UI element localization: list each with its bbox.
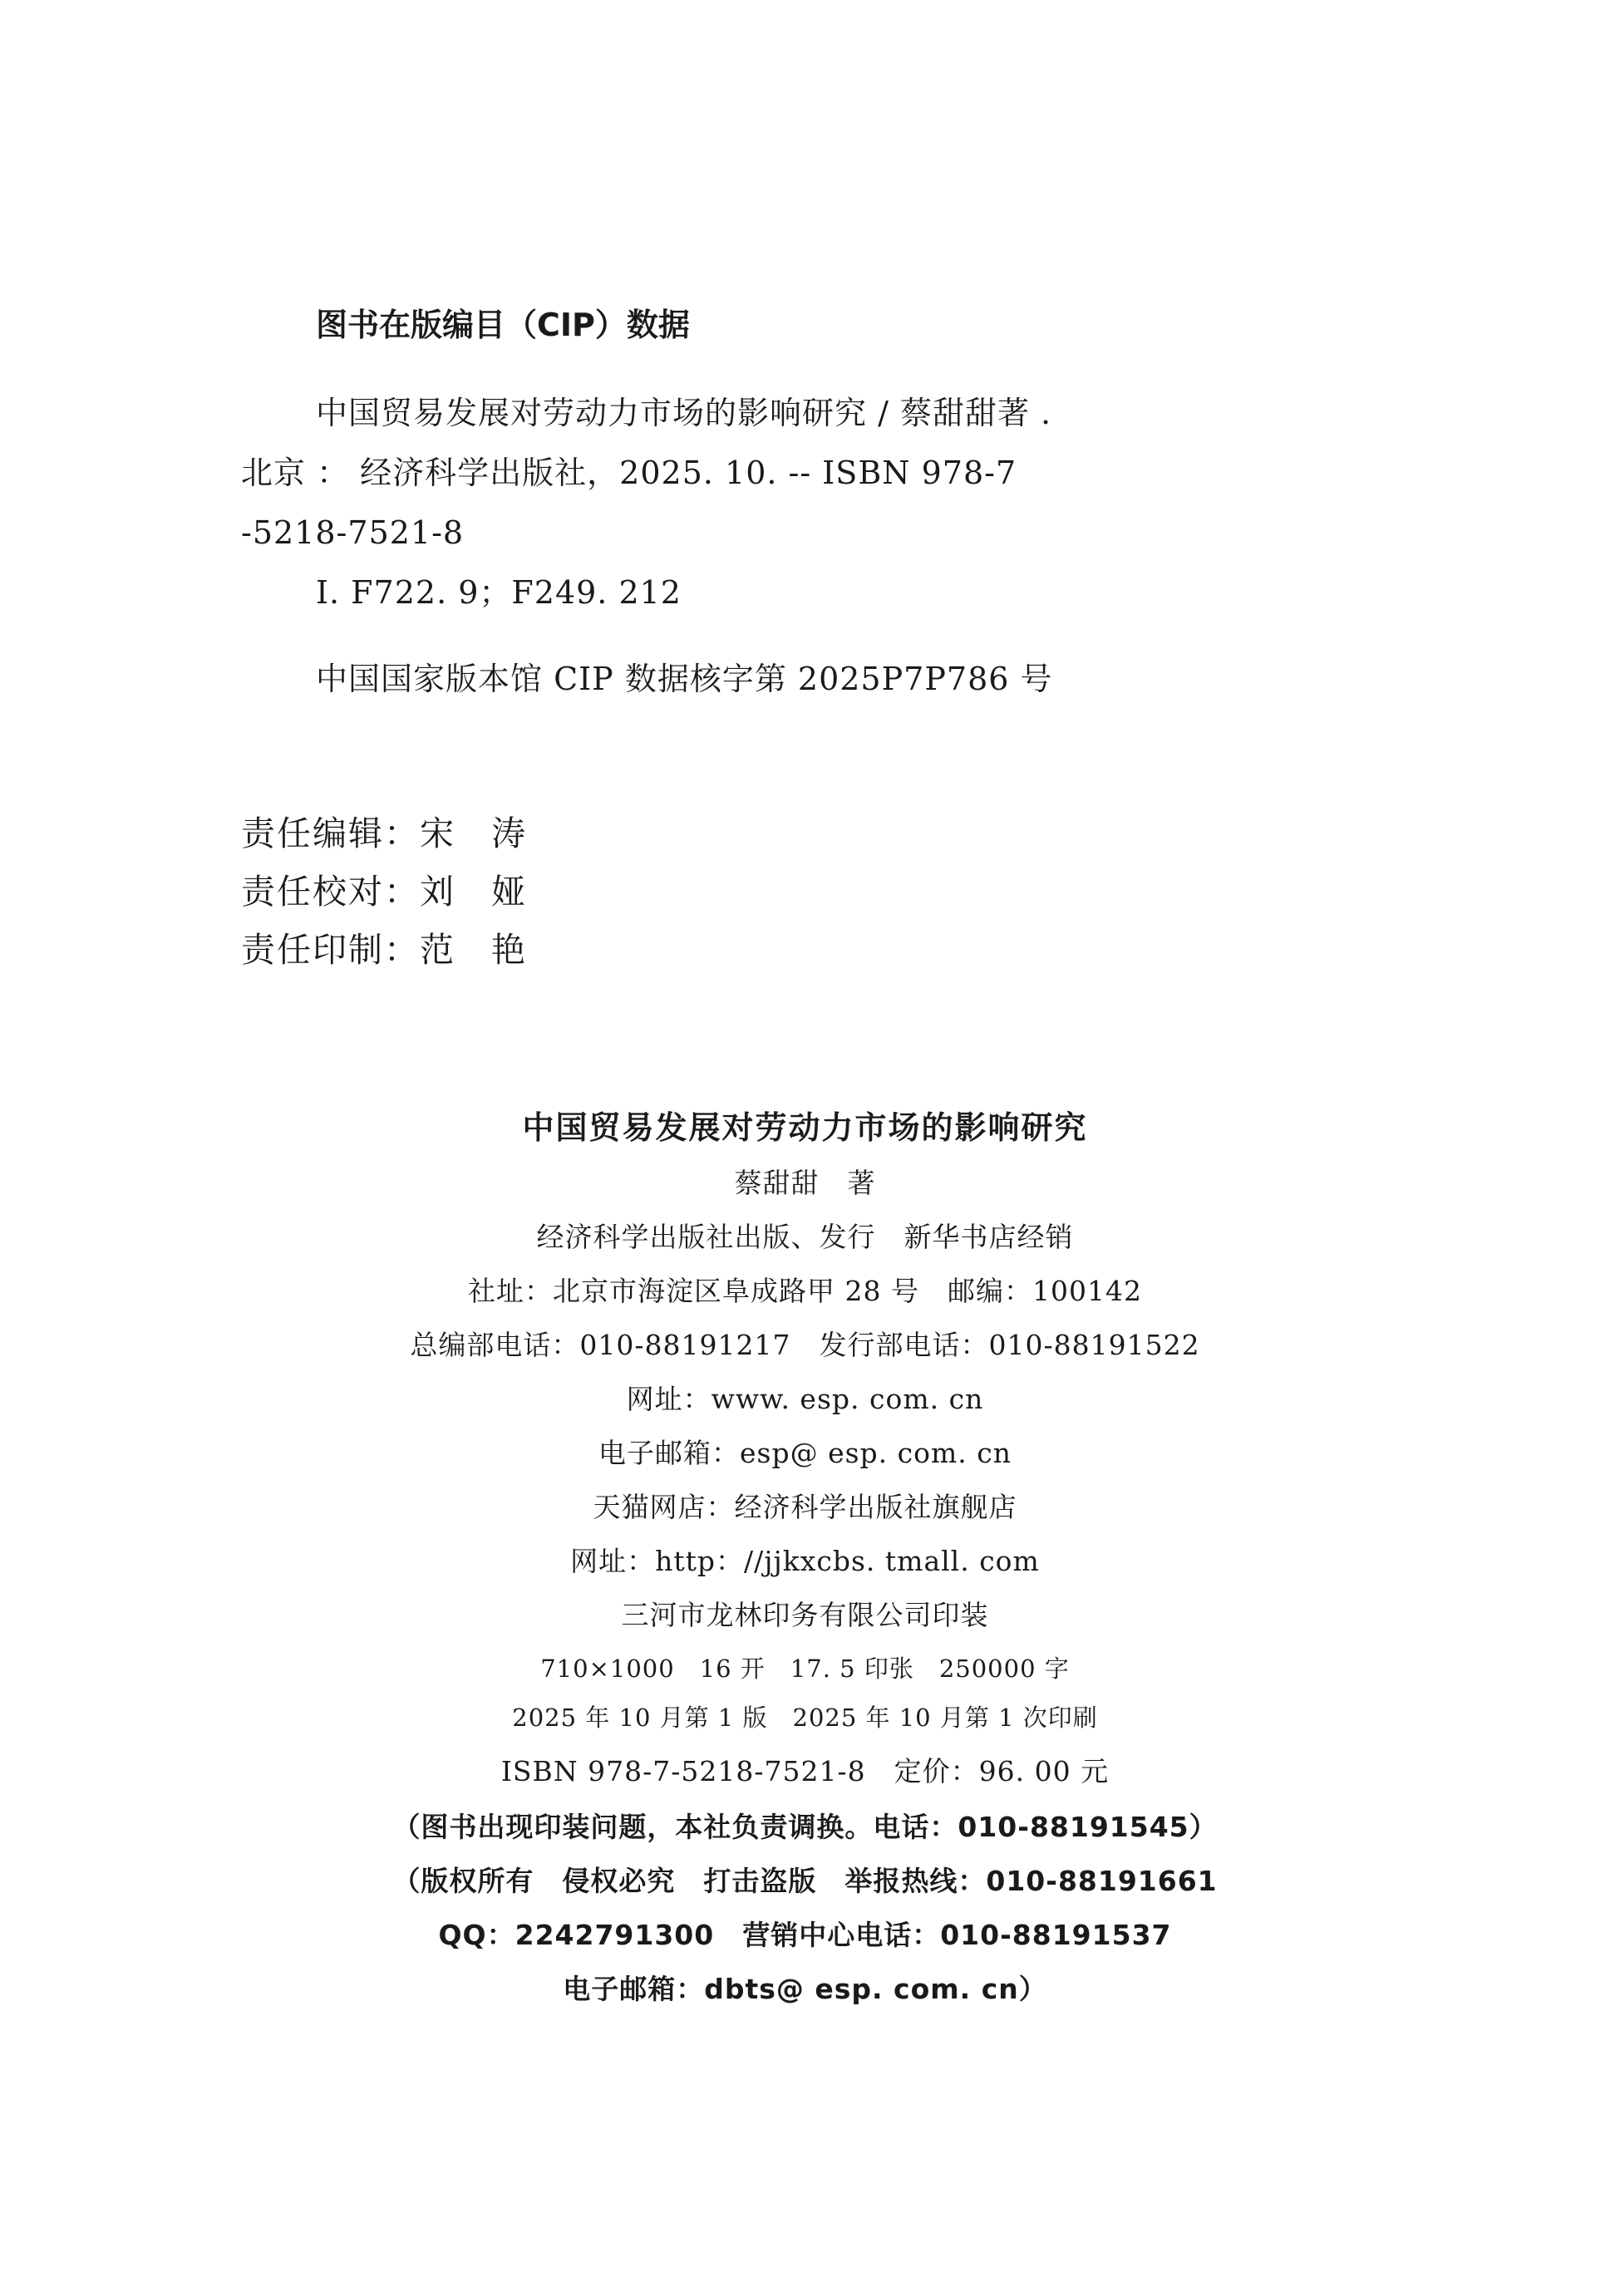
colophon-notice-1: （图书出现印装问题，本社负责调换。电话：010-88191545） [392,1811,1218,1843]
colophon-printer: 三河市龙林印务有限公司印装 [621,1599,989,1631]
staff-proofreader: 责任校对：刘 娅 [241,872,527,912]
cip-record-line-2: 北京 ： 经济科学出版社，2025. 10. -- ISBN 978-7 [241,455,1017,491]
cip-record-line-1: 中国贸易发展对劳动力市场的影响研究 / 蔡甜甜著 . [316,395,1052,431]
colophon-address: 社址：北京市海淀区阜成路甲 28 号 邮编：100142 [468,1275,1142,1307]
colophon-notice-2: （版权所有 侵权必究 打击盗版 举报热线：010-88191661 [392,1865,1218,1897]
cip-number: 中国国家版本馆 CIP 数据核字第 2025P7P786 号 [316,661,1053,697]
colophon-notice-3: QQ：2242791300 营销中心电话：010-88191537 [438,1919,1172,1951]
staff-editor: 责任编辑：宋 涛 [241,814,527,853]
colophon-edition: 2025 年 10 月第 1 版 2025 年 10 月第 1 次印刷 [512,1704,1098,1732]
colophon-publisher: 经济科学出版社出版、发行 新华书店经销 [536,1221,1074,1253]
colophon-notice-4: 电子邮箱：dbts@ esp. com. cn） [563,1973,1047,2005]
staff-printing: 责任印制：范 艳 [241,930,527,970]
colophon-phones: 总编部电话：010-88191217 发行部电话：010-88191522 [410,1329,1200,1361]
colophon-specs: 710×1000 16 开 17. 5 印张 250000 字 [540,1654,1070,1683]
colophon-author: 蔡甜甜 著 [734,1167,876,1199]
cip-record-line-3: -5218-7521-8 [241,514,465,551]
cip-heading: 图书在版编目（CIP）数据 [316,307,690,343]
colophon-book-title: 中国贸易发展对劳动力市场的影响研究 [522,1109,1088,1146]
colophon-tmall-store: 天猫网店：经济科学出版社旗舰店 [593,1491,1017,1523]
colophon-tmall-url: 网址：http：//jjkxcbs. tmall. com [570,1545,1040,1577]
cip-classification: Ⅰ. F722. 9；F249. 212 [316,574,682,611]
colophon-isbn-price: ISBN 978-7-5218-7521-8 定价：96. 00 元 [500,1755,1110,1787]
colophon-email: 电子邮箱：esp@ esp. com. cn [598,1437,1012,1469]
colophon-website: 网址：www. esp. com. cn [626,1383,984,1415]
